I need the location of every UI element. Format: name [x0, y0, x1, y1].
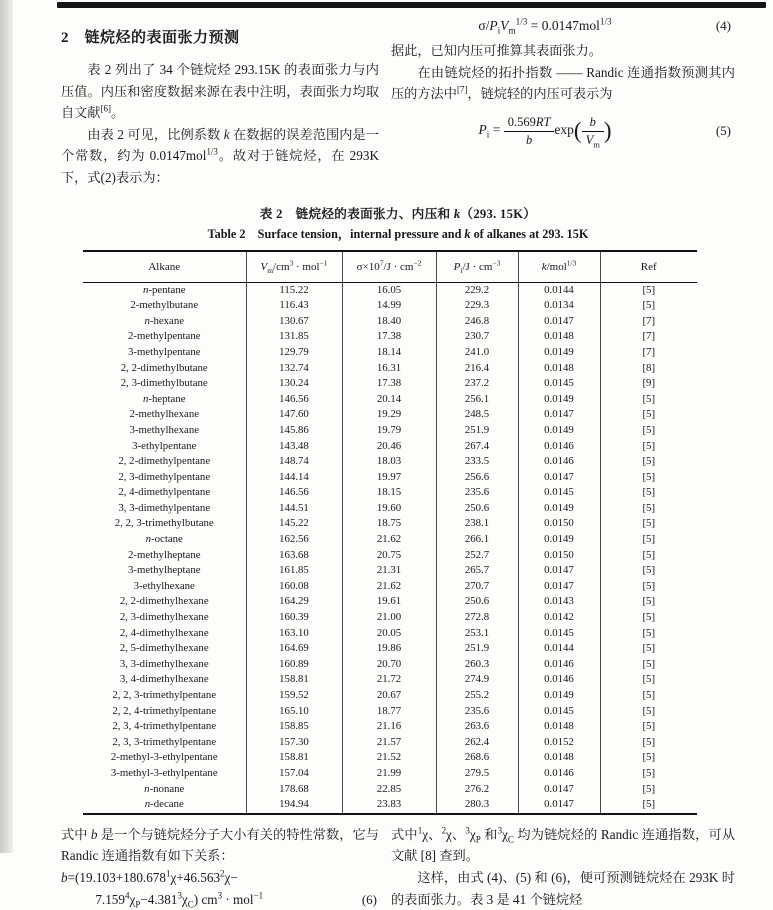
cell-molar-volume: 161.85: [246, 563, 342, 579]
paragraph: 式中 b 是一个与链烷烃分子大小有关的特性常数，它与 Randic 连通指数有如下关系：: [61, 826, 379, 864]
top-text-block: [61, 16, 735, 189]
table-row: [83, 392, 697, 408]
table-row: [83, 439, 697, 455]
cell-surface-tension: 20.05: [342, 626, 436, 642]
table-caption-english: Table 2 Surface tension，internal pressure and k of alkanes at 293. 15K: [207, 226, 589, 241]
equation-5-body: $P_i$ = $\frac{0.569RT}{b}$ exp( $\frac{b}{V_m}$ ): [478, 114, 612, 150]
cell-molar-volume: 131.85: [246, 329, 342, 345]
cell-surface-tension: 21.99: [342, 766, 436, 782]
cell-internal-pressure: 262.4: [436, 735, 518, 751]
paragraph: 据此，已知内压可推算其表面张力。: [391, 43, 602, 58]
cell-internal-pressure: 229.2: [436, 282, 518, 298]
cell-k: 0.0145: [518, 626, 600, 642]
cell-molar-volume: 145.86: [246, 423, 342, 439]
cell-alkane: 2-methylheptane: [83, 548, 246, 564]
bottom-left-column: [61, 824, 379, 910]
cell-alkane: 3-methylheptane: [83, 563, 246, 579]
cell-molar-volume: 130.24: [246, 376, 342, 392]
cell-ref: [5]: [642, 455, 656, 468]
cell-molar-volume: 129.79: [246, 345, 342, 361]
cell-molar-volume: 162.56: [246, 532, 342, 548]
paragraph: 在由链烷烃的拓扑指数 —— Randic 连通指数预测其内压的方法中[7]，链烷轻的内压可表示为: [391, 64, 735, 102]
cell-ref: [5]: [642, 689, 656, 701]
table-row: [83, 501, 697, 517]
equation-4: [391, 18, 735, 34]
cell-molar-volume: 160.08: [246, 579, 342, 595]
table-row: [83, 329, 697, 345]
cell-molar-volume: 158.81: [246, 750, 342, 766]
paragraph: 表 2 列出了 34 个链烷烃 293.15K 的表面张力与内压值。内压和密度数据来源在表中注明，表面张力均取自文献[6]。: [61, 62, 379, 121]
cell-k: 0.0146: [518, 454, 600, 470]
table-row: [83, 626, 697, 642]
cell-surface-tension: 14.99: [342, 298, 436, 314]
cell-internal-pressure: 229.3: [436, 298, 518, 314]
cell-k: 0.0147: [518, 314, 600, 330]
cell-internal-pressure: 248.5: [436, 407, 518, 423]
cell-internal-pressure: 253.1: [436, 626, 518, 642]
cell-molar-volume: 158.85: [246, 719, 342, 735]
column-header-ref: Ref: [600, 251, 697, 283]
cell-internal-pressure: 246.8: [436, 314, 518, 330]
table-row: [83, 361, 697, 377]
cell-ref: [5]: [642, 283, 656, 296]
cell-molar-volume: 116.43: [246, 298, 342, 314]
column-header-internal-pressure: $P_i/J \cdot cm^{-3}$: [436, 251, 518, 283]
cell-molar-volume: 178.68: [246, 782, 342, 798]
cell-k: 0.0149: [518, 392, 600, 408]
cell-ref: [5]: [642, 798, 656, 811]
cell-surface-tension: 16.31: [342, 361, 436, 377]
cell-molar-volume: 158.81: [246, 672, 342, 688]
cell-ref: [5]: [642, 751, 656, 764]
cell-surface-tension: 19.97: [342, 470, 436, 486]
cell-ref: [5]: [642, 642, 656, 655]
cell-molar-volume: 146.56: [246, 485, 342, 501]
cell-k: 0.0149: [518, 532, 600, 548]
cell-k: 0.0149: [518, 688, 600, 704]
cell-molar-volume: 115.22: [246, 282, 342, 298]
cell-internal-pressure: 266.1: [436, 532, 518, 548]
cell-surface-tension: 21.62: [342, 532, 436, 548]
cell-alkane: 3-methyl-3-ethylpentane: [83, 766, 246, 782]
cell-k: 0.0148: [518, 329, 600, 345]
cell-molar-volume: 194.94: [246, 797, 342, 814]
cell-alkane: 2, 4-dimethylhexane: [83, 626, 246, 642]
cell-ref: [5]: [642, 657, 656, 670]
cell-ref: [5]: [642, 611, 656, 624]
equation-4-body: $\sigma/P_iV_m^{1/3} = 0.0147mol^{1/3}$: [478, 16, 612, 36]
cell-k: 0.0134: [518, 298, 600, 314]
cell-surface-tension: 23.83: [342, 797, 436, 814]
cell-molar-volume: 160.89: [246, 657, 342, 673]
table-row: [83, 548, 697, 564]
cell-internal-pressure: 263.6: [436, 719, 518, 735]
cell-alkane: 2, 5-dimethylhexane: [83, 641, 246, 657]
table-row: [83, 407, 697, 423]
table-row: [83, 516, 697, 532]
table-row: [83, 454, 697, 470]
cell-surface-tension: 19.61: [342, 594, 436, 610]
cell-surface-tension: 20.46: [342, 439, 436, 455]
cell-internal-pressure: 272.8: [436, 610, 518, 626]
cell-molar-volume: 164.29: [246, 594, 342, 610]
cell-surface-tension: 18.14: [342, 345, 436, 361]
cell-k: 0.0152: [518, 735, 600, 751]
cell-ref: [5]: [642, 766, 656, 779]
cell-ref: [5]: [642, 408, 656, 421]
cell-internal-pressure: 255.2: [436, 688, 518, 704]
cell-surface-tension: 20.75: [342, 548, 436, 564]
top-left-column: [61, 16, 379, 189]
cell-alkane: n-pentane: [83, 282, 246, 298]
cell-internal-pressure: 251.9: [436, 423, 518, 439]
cell-ref: [5]: [642, 423, 656, 436]
cell-internal-pressure: 250.6: [436, 501, 518, 517]
cell-ref: [5]: [642, 673, 656, 686]
cell-internal-pressure: 241.0: [436, 345, 518, 361]
cell-k: 0.0149: [518, 345, 600, 361]
table-row: [83, 719, 697, 735]
cell-ref: [8]: [642, 361, 656, 374]
cell-alkane: n-octane: [83, 532, 246, 548]
cell-surface-tension: 21.16: [342, 719, 436, 735]
cell-alkane: 2, 3-dimethylbutane: [83, 376, 246, 392]
cell-k: 0.0145: [518, 485, 600, 501]
cell-k: 0.0147: [518, 782, 600, 798]
cell-ref: [5]: [642, 533, 656, 546]
equation-5-number: (5): [715, 123, 731, 139]
cell-alkane: 2, 4-dimethylpentane: [83, 485, 246, 501]
cell-ref: [5]: [642, 595, 656, 608]
cell-k: 0.0148: [518, 719, 600, 735]
cell-surface-tension: 21.52: [342, 750, 436, 766]
cell-internal-pressure: 274.9: [436, 672, 518, 688]
table-row: [83, 610, 697, 626]
table-row: [83, 750, 697, 766]
equation-6-line1: $b=(19.103+180.678^1\chi+46.563^2\chi-$: [61, 868, 238, 885]
cell-k: 0.0144: [518, 282, 600, 298]
paragraph: 这样，由式 (4)、(5) 和 (6)，便可预测链烷烃在 293K 时的表面张力。表 3 是 41 个链烷烃: [391, 869, 735, 907]
cell-internal-pressure: 230.7: [436, 329, 518, 345]
cell-molar-volume: 157.04: [246, 766, 342, 782]
cell-k: 0.0143: [518, 594, 600, 610]
cell-ref: [5]: [642, 299, 656, 312]
cell-alkane: 3-methylpentane: [83, 345, 246, 361]
table-row: [83, 782, 697, 798]
table-row: [83, 423, 697, 439]
cell-surface-tension: 18.77: [342, 704, 436, 720]
scan-top-rule-artifact: [57, 2, 766, 8]
cell-alkane: n-decane: [83, 797, 246, 814]
cell-ref: [9]: [642, 377, 656, 390]
cell-k: 0.0145: [518, 704, 600, 720]
cell-ref: [7]: [642, 345, 656, 358]
cell-surface-tension: 19.29: [342, 407, 436, 423]
equation-6-number: (6): [361, 891, 377, 907]
cell-surface-tension: 19.60: [342, 501, 436, 517]
cell-internal-pressure: 267.4: [436, 439, 518, 455]
cell-molar-volume: 145.22: [246, 516, 342, 532]
cell-molar-volume: 163.68: [246, 548, 342, 564]
page-content: [61, 16, 735, 910]
cell-k: 0.0149: [518, 501, 600, 517]
cell-ref: [5]: [642, 439, 656, 452]
cell-alkane: n-heptane: [83, 392, 246, 408]
cell-k: 0.0146: [518, 657, 600, 673]
column-header-k: k/mol$^{1/3}$: [518, 251, 600, 283]
table-row: [83, 735, 697, 751]
cell-molar-volume: 144.14: [246, 470, 342, 486]
cell-alkane: 3-ethylpentane: [83, 439, 246, 455]
equation-4-number: (4): [715, 18, 731, 33]
equation-6-line2: $7.159^4\chi_P-4.381^3\chi_C$) $cm^3 \cdot mol^{-1}$: [95, 890, 264, 910]
cell-surface-tension: 19.79: [342, 423, 436, 439]
cell-k: 0.0147: [518, 407, 600, 423]
cell-molar-volume: 148.74: [246, 454, 342, 470]
table-row: [83, 594, 697, 610]
cell-molar-volume: 164.69: [246, 641, 342, 657]
cell-alkane: 2-methylbutane: [83, 298, 246, 314]
cell-alkane: n-nonane: [83, 782, 246, 798]
cell-ref: [5]: [642, 735, 656, 748]
cell-surface-tension: 20.67: [342, 688, 436, 704]
cell-internal-pressure: 251.9: [436, 641, 518, 657]
cell-k: 0.0147: [518, 797, 600, 814]
cell-internal-pressure: 256.1: [436, 392, 518, 408]
table-row: [83, 532, 697, 548]
cell-k: 0.0146: [518, 766, 600, 782]
table-row: [83, 672, 697, 688]
cell-alkane: 2-methyl-3-ethylpentane: [83, 750, 246, 766]
table-row: [83, 766, 697, 782]
equation-6: [61, 867, 379, 910]
cell-alkane: 2-methylpentane: [83, 329, 246, 345]
cell-molar-volume: 143.48: [246, 439, 342, 455]
table-caption-chinese: 表 2 链烷烃的表面张力、内压和 k（293. 15K）: [259, 206, 537, 221]
cell-alkane: 2, 3-dimethylpentane: [83, 470, 246, 486]
cell-surface-tension: 21.00: [342, 610, 436, 626]
cell-molar-volume: 132.74: [246, 361, 342, 377]
cell-k: 0.0147: [518, 579, 600, 595]
cell-surface-tension: 17.38: [342, 329, 436, 345]
cell-k: 0.0148: [518, 750, 600, 766]
cell-internal-pressure: 238.1: [436, 516, 518, 532]
bottom-text-block: [61, 824, 735, 910]
cell-ref: [7]: [642, 330, 656, 343]
table-row: [83, 579, 697, 595]
cell-internal-pressure: 256.6: [436, 470, 518, 486]
cell-k: 0.0147: [518, 563, 600, 579]
cell-internal-pressure: 280.3: [436, 797, 518, 814]
cell-alkane: 3-ethylhexane: [83, 579, 246, 595]
cell-internal-pressure: 235.6: [436, 704, 518, 720]
cell-surface-tension: 18.03: [342, 454, 436, 470]
column-header-surface-tension: $\sigma\times 10^7/J \cdot cm^{-2}$: [342, 251, 436, 283]
cell-internal-pressure: 265.7: [436, 563, 518, 579]
cell-alkane: 2, 2, 3-trimethylpentane: [83, 688, 246, 704]
cell-alkane: 2, 2, 4-trimethylpentane: [83, 704, 246, 720]
paragraph: 由表 2 可见，比例系数 k 在数据的误差范围内是一个常数，约为 0.0147mol$^{1/3}$。故对于链烷烃，在 293K 下，式(2)表示为：: [61, 126, 380, 185]
cell-k: 0.0144: [518, 641, 600, 657]
cell-ref: [5]: [642, 782, 656, 795]
cell-k: 0.0148: [518, 361, 600, 377]
cell-alkane: 2, 3, 3-trimethylpentane: [83, 735, 246, 751]
table-row: [83, 563, 697, 579]
cell-k: 0.0147: [518, 470, 600, 486]
cell-internal-pressure: 250.6: [436, 594, 518, 610]
cell-ref: [5]: [642, 501, 656, 514]
column-header-alkane: Alkane: [83, 251, 246, 283]
cell-ref: [5]: [642, 579, 656, 592]
cell-k: 0.0145: [518, 376, 600, 392]
equation-5: [391, 115, 735, 148]
cell-internal-pressure: 279.5: [436, 766, 518, 782]
cell-alkane: 2, 2-dimethylhexane: [83, 594, 246, 610]
cell-ref: [5]: [642, 517, 656, 530]
table-row: [83, 485, 697, 501]
cell-molar-volume: 163.10: [246, 626, 342, 642]
table-row: [83, 657, 697, 673]
cell-surface-tension: 19.86: [342, 641, 436, 657]
cell-internal-pressure: 268.6: [436, 750, 518, 766]
cell-internal-pressure: 260.3: [436, 657, 518, 673]
column-header-molar-volume: $V_m/cm^3 \cdot mol^{-1}$: [246, 251, 342, 283]
cell-alkane: 3, 4-dimethylhexane: [83, 672, 246, 688]
cell-surface-tension: 20.70: [342, 657, 436, 673]
cell-k: 0.0150: [518, 516, 600, 532]
cell-ref: [5]: [642, 470, 656, 483]
cell-surface-tension: 20.14: [342, 392, 436, 408]
cell-internal-pressure: 233.5: [436, 454, 518, 470]
table-row: [83, 314, 697, 330]
cell-alkane: 2, 3-dimethylhexane: [83, 610, 246, 626]
cell-internal-pressure: 216.4: [436, 361, 518, 377]
cell-surface-tension: 21.57: [342, 735, 436, 751]
bottom-right-column: [391, 824, 735, 910]
cell-alkane: 2, 2-dimethylbutane: [83, 361, 246, 377]
cell-ref: [5]: [642, 704, 656, 717]
table-body: [83, 282, 697, 814]
top-right-column: [391, 16, 735, 189]
cell-ref: [7]: [642, 314, 656, 327]
cell-alkane: 2-methylhexane: [83, 407, 246, 423]
cell-ref: [5]: [642, 720, 656, 733]
table-row: [83, 470, 697, 486]
scan-edge-artifact: [0, 0, 13, 853]
cell-ref: [5]: [642, 548, 656, 561]
table-row: [83, 704, 697, 720]
cell-molar-volume: 147.60: [246, 407, 342, 423]
table-row: [83, 282, 697, 298]
table-row: [83, 641, 697, 657]
cell-surface-tension: 21.62: [342, 579, 436, 595]
cell-internal-pressure: 235.6: [436, 485, 518, 501]
cell-molar-volume: 157.30: [246, 735, 342, 751]
table-row: [83, 345, 697, 361]
cell-ref: [5]: [642, 626, 656, 639]
alkane-table: [83, 250, 697, 815]
cell-ref: [5]: [642, 564, 656, 577]
table-row: [83, 797, 697, 814]
paragraph: 式中$^1$χ、$^2$χ、$^3\chi_P$ 和$^3\chi_C$ 均为链烷烃的 Randic 连通指数，可从文献 [8] 查到。: [391, 825, 736, 864]
cell-alkane: 2, 3, 4-trimethylpentane: [83, 719, 246, 735]
cell-internal-pressure: 252.7: [436, 548, 518, 564]
cell-ref: [5]: [642, 486, 656, 499]
cell-surface-tension: 16.05: [342, 282, 436, 298]
cell-molar-volume: 146.56: [246, 392, 342, 408]
cell-molar-volume: 165.10: [246, 704, 342, 720]
table-row: [83, 688, 697, 704]
cell-internal-pressure: 270.7: [436, 579, 518, 595]
cell-molar-volume: 160.39: [246, 610, 342, 626]
cell-internal-pressure: 276.2: [436, 782, 518, 798]
cell-alkane: 3-methylhexane: [83, 423, 246, 439]
cell-internal-pressure: 237.2: [436, 376, 518, 392]
cell-surface-tension: 18.75: [342, 516, 436, 532]
cell-k: 0.0146: [518, 672, 600, 688]
cell-k: 0.0149: [518, 423, 600, 439]
table-header: [83, 251, 697, 283]
cell-surface-tension: 21.72: [342, 672, 436, 688]
cell-alkane: 2, 2-dimethylpentane: [83, 454, 246, 470]
cell-alkane: 2, 2, 3-trimethylbutane: [83, 516, 246, 532]
section-heading: 2 链烷烃的表面张力预测: [61, 30, 240, 46]
table-row: [83, 298, 697, 314]
cell-surface-tension: 17.38: [342, 376, 436, 392]
cell-alkane: 3, 3-dimethylhexane: [83, 657, 246, 673]
cell-molar-volume: 159.52: [246, 688, 342, 704]
cell-k: 0.0146: [518, 439, 600, 455]
cell-surface-tension: 18.40: [342, 314, 436, 330]
cell-surface-tension: 21.31: [342, 563, 436, 579]
cell-surface-tension: 18.15: [342, 485, 436, 501]
cell-ref: [5]: [642, 392, 656, 405]
cell-k: 0.0150: [518, 548, 600, 564]
table-row: [83, 376, 697, 392]
cell-surface-tension: 22.85: [342, 782, 436, 798]
cell-alkane: 3, 3-dimethylpentane: [83, 501, 246, 517]
cell-k: 0.0142: [518, 610, 600, 626]
cell-alkane: n-hexane: [83, 314, 246, 330]
cell-molar-volume: 144.51: [246, 501, 342, 517]
cell-molar-volume: 130.67: [246, 314, 342, 330]
